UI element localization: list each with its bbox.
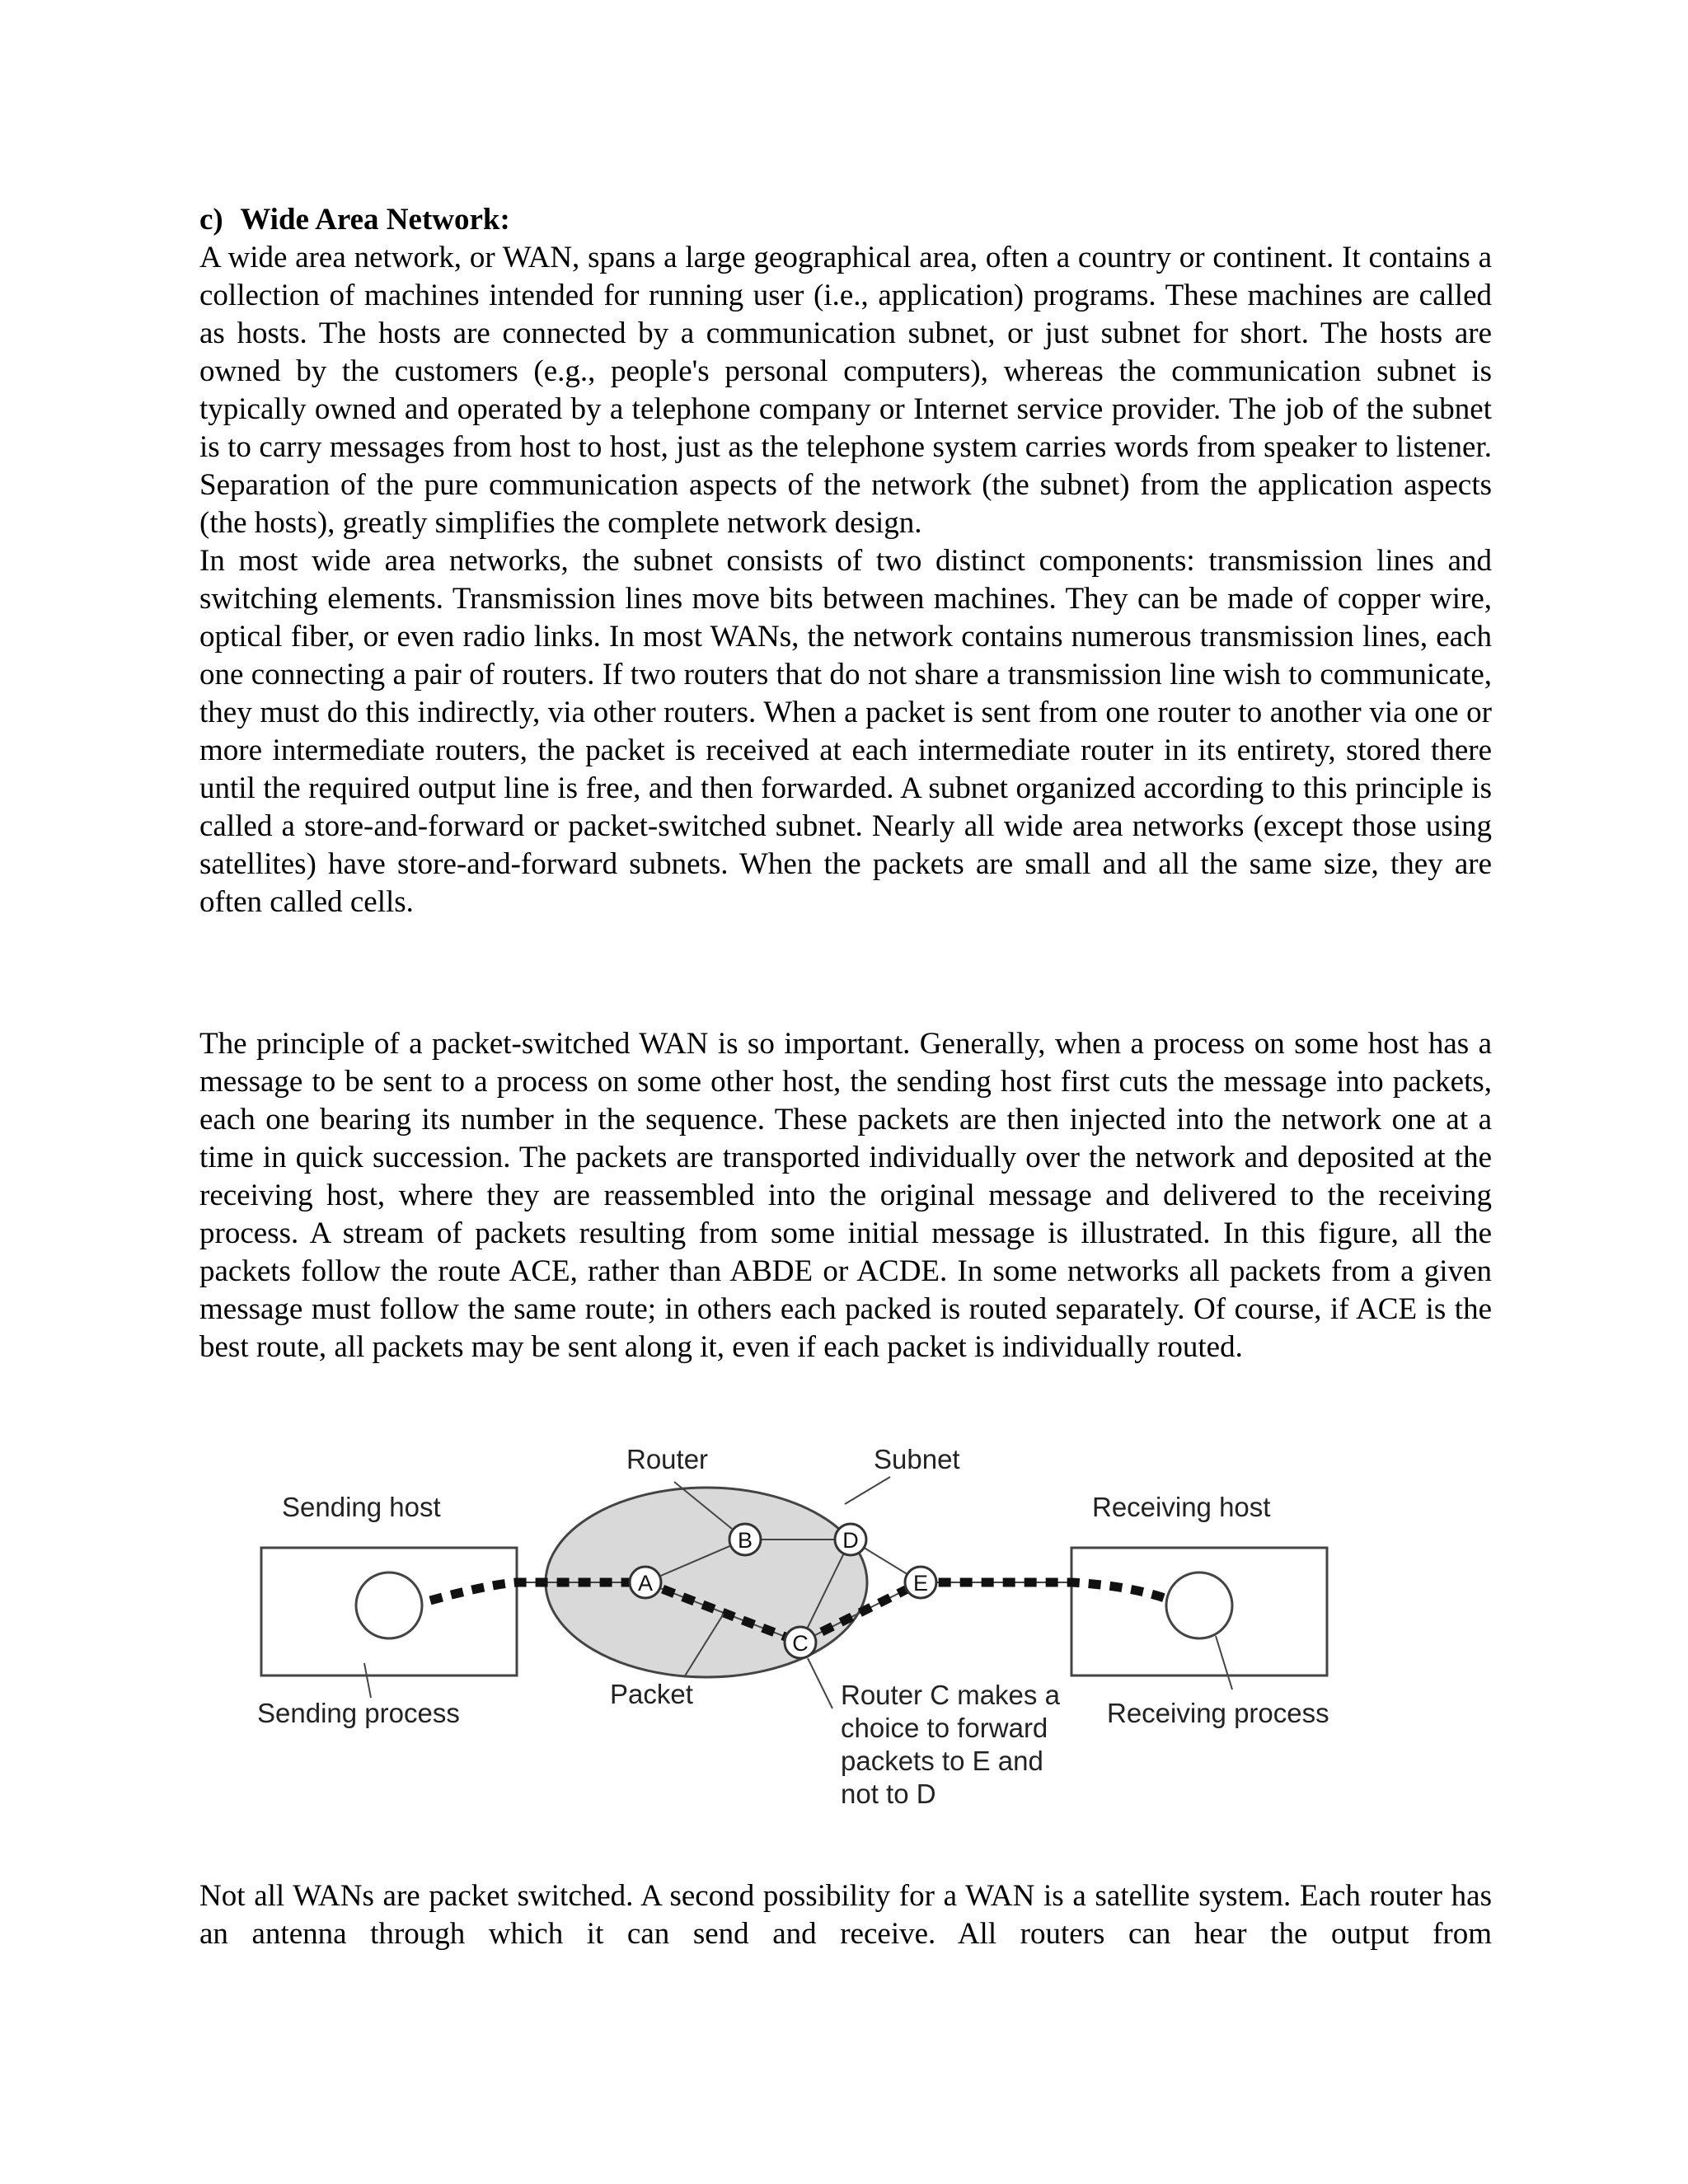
receiving-process-pointer [1216,1636,1232,1690]
sending-process-pointer [364,1663,371,1698]
sending-process-label: Sending process [257,1698,460,1728]
router-c-note-line-1: Router C makes a [841,1680,1060,1710]
section-title: Wide Area Network: [240,203,510,237]
router-d [835,1524,866,1555]
router-c [785,1627,816,1658]
section-number: c) [199,203,223,237]
router-a-label: A [637,1571,654,1596]
router-d-label: D [842,1528,859,1553]
section-heading [199,201,510,239]
router-e [905,1567,936,1598]
router-b [729,1524,761,1555]
receiving-host-box [1071,1548,1327,1675]
paragraph-subnet-components: In most wide area networks, the subnet consists of two distinct components: transmission lines and switching elements. Transmission lines move bits between machines. They can be made of copper wire, optical fiber, or even radio links. In most WANs, the network contains numerous transmission lines, each one connecting a pair of routers. If two routers that do not share a transmission line wish to communicate, they must do this indirectly, via other routers. When a packet is sent from one router to another via one or more intermediate routers, the packet is received at each intermediate router in its entirety, stored there until the required output line is free, and then forwarded. A subnet organized according to this principle is called a store-and-forward or packet-switched subnet. Nearly all wide area networks (except those using satellites) have store-and-forward subnets. When the packets are small and all the same size, they are often called cells. [199,544,1492,919]
body-text-block-1 [199,239,1492,921]
router-b-label: B [737,1528,753,1553]
router-c-note-line-2: choice to forward [841,1713,1048,1743]
paragraph-satellite: Not all WANs are packet switched. A second possibility for a WAN is a satellite system. Each router has an antenna through which it can send and receive. All routers can hear the output from [199,1879,1492,1951]
body-text-block-3 [199,1877,1492,1953]
router-label: Router [626,1444,709,1474]
router-c-note-line-4: not to D [841,1779,936,1809]
packet-label: Packet [610,1679,693,1709]
wan-packet-switching-figure [239,1434,1376,1846]
sending-host-box [261,1548,517,1675]
subnet-pointer [845,1477,890,1504]
sending-host-label: Sending host [282,1492,441,1522]
receiving-process-label: Receiving process [1107,1698,1329,1728]
body-text-block-2 [199,1025,1492,1366]
router-e-label: E [912,1571,929,1596]
receiving-host-label: Receiving host [1092,1492,1271,1522]
figure-svg [239,1434,1376,1846]
router-c-note-pointer [808,1658,832,1708]
sending-process-circle [356,1572,422,1638]
receiving-process-circle [1166,1572,1232,1638]
paragraph-wan-definition: A wide area network, or WAN, spans a large geographical area, often a country or continent. It contains a collection of machines intended for running user (i.e., application) programs. These machines are called as hosts. The hosts are connected by a communication subnet, or just subnet for short. The hosts are owned by the customers (e.g., people's personal computers), whereas the communication subnet is typically owned and operated by a telephone company or Internet service provider. The job of the subnet is to carry messages from host to host, just as the telephone system carries words from speaker to listener. Separation of the pure communication aspects of the network (the subnet) from the application aspects (the hosts), greatly simplifies the complete network design. [199,241,1492,540]
router-c-label: C [792,1631,809,1656]
router-c-note-line-3: packets to E and [841,1746,1043,1776]
router-a [630,1567,661,1598]
paragraph-packet-switched: The principle of a packet-switched WAN is so important. Generally, when a process on some host has a message to be sent to a process on some other host, the sending host first cuts the message into packets, each one bearing its number in the sequence. These packets are then injected into the network one at a time in quick succession. The packets are transported individually over the network and deposited at the receiving host, where they are reassembled into the original message and delivered to the receiving process. A stream of packets resulting from some initial message is illustrated. In this figure, all the packets follow the route ACE, rather than ABDE or ACDE. In some networks all packets from a given message must follow the same route; in others each packed is routed separately. Of course, if ACE is the best route, all packets may be sent along it, even if each packet is individually routed. [199,1027,1492,1364]
subnet-label: Subnet [874,1444,960,1474]
